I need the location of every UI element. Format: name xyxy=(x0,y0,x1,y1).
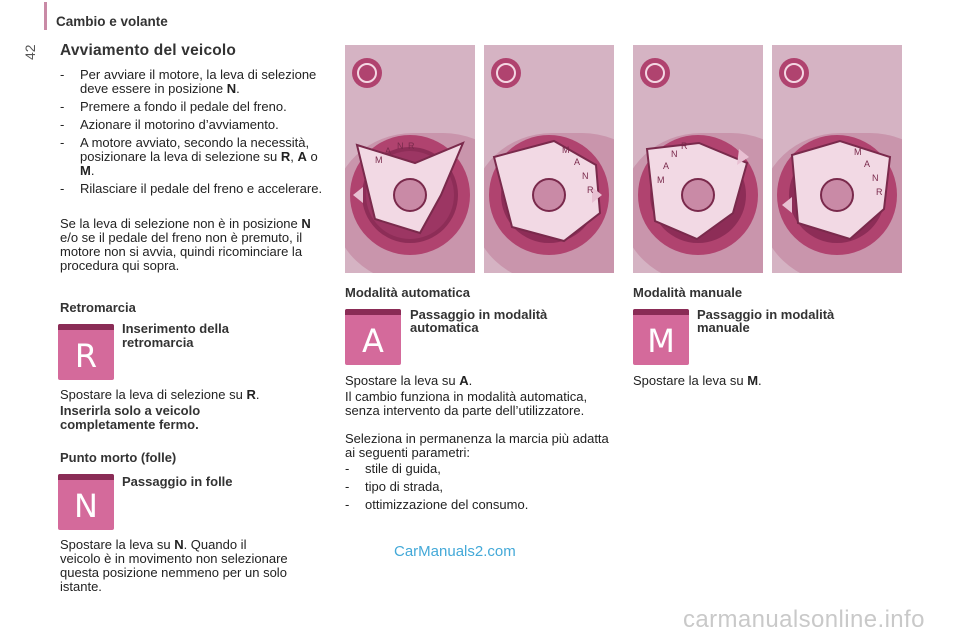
automatic-param xyxy=(345,462,615,476)
manual-icon-letter: M xyxy=(647,322,675,360)
dial-label-n: N xyxy=(397,141,404,151)
start-step: - Azionare il motorino d’avviamento. xyxy=(60,117,279,132)
automatic-text-1: Spostare la leva su A. xyxy=(345,373,473,388)
reverse-caption: Inserimento della retromarcia xyxy=(122,321,229,350)
neutral-heading: Punto morto (folle) xyxy=(60,450,177,465)
start-step: - Rilasciare il pedale del freno e accelerare. xyxy=(60,181,323,196)
reverse-icon xyxy=(58,324,114,380)
automatic-text-2: Il cambio funziona in modalità automatica, senza intervento da parte dell’utilizzatore. xyxy=(345,389,588,418)
dial-label-r: R xyxy=(681,141,688,151)
emphasis: N xyxy=(301,216,311,231)
header-accent-bar xyxy=(44,2,47,30)
start-title: Avviamento del veicolo xyxy=(60,42,237,59)
dial-label-n: N xyxy=(582,171,589,181)
dial-label-m: M xyxy=(854,147,862,157)
emphasis: R xyxy=(246,387,256,402)
list-dash: - xyxy=(60,135,65,150)
emphasis: A xyxy=(459,373,469,388)
automatic-heading: Modalità automatica xyxy=(345,285,470,300)
dial-label-r: R xyxy=(876,187,883,197)
emphasis: M xyxy=(80,163,91,178)
neutral-icon-letter: N xyxy=(74,487,98,525)
neutral-icon xyxy=(58,474,114,530)
automatic-param xyxy=(345,480,615,494)
section-title: Cambio e volante xyxy=(56,14,168,29)
automatic-text-3: Seleziona in permanenza la marcia più adatta ai seguenti parametri: xyxy=(345,431,609,460)
start-step: - Per avviare il motore, la leva di selezione deve essere in posizione N. xyxy=(60,67,317,96)
start-steps-list xyxy=(60,68,328,200)
emphasis: R xyxy=(280,149,291,164)
manual-caption: Passaggio in modalità manuale xyxy=(697,307,835,335)
manual-text: Spostare la leva su M. xyxy=(633,373,762,388)
gear-selector-photo-4 xyxy=(772,45,902,273)
reverse-heading: Retromarcia xyxy=(60,300,136,315)
list-dash: - xyxy=(60,117,65,132)
reverse-text: Spostare la leva di selezione su R. xyxy=(60,387,260,402)
emphasis: A xyxy=(297,149,307,164)
start-step: - A motore avviato, secondo la necessità, posizionare la leva di selezione su R, A o M. xyxy=(60,135,318,178)
dial-label-a: A xyxy=(663,161,670,171)
param-text: ottimizzazione del consumo. xyxy=(365,497,529,512)
emphasis: N xyxy=(174,537,184,552)
list-dash: - xyxy=(60,181,65,196)
start-note: Se la leva di selezione non è in posizione N e/o se il pedale del freno non è premuto, il motore non si avvia, quindi ricominciare la procedura qui sopra. xyxy=(60,216,311,273)
dial-label-m: M xyxy=(657,175,665,185)
list-dash: - xyxy=(345,479,350,494)
manual-heading: Modalità manuale xyxy=(633,285,743,300)
list-dash: - xyxy=(60,67,65,82)
param-text: stile di guida, xyxy=(365,461,441,476)
list-dash: - xyxy=(345,461,350,476)
dial-label-n: N xyxy=(671,149,678,159)
dial-label-a: A xyxy=(574,157,581,167)
gear-selector-photo-1 xyxy=(345,45,475,273)
neutral-caption: Passaggio in folle xyxy=(122,474,233,489)
watermark-carmanualsonline[interactable]: carmanualsonline.info xyxy=(683,606,925,633)
start-step: - Premere a fondo il pedale del freno. xyxy=(60,99,287,114)
manual-icon xyxy=(633,309,689,365)
dial-label-m: M xyxy=(375,155,383,165)
automatic-icon-letter: A xyxy=(362,322,384,360)
neutral-text: Spostare la leva su N. Quando il veicolo è in movimento non selezionare questa posizione nemmeno per un solo istante. xyxy=(60,537,288,594)
automatic-icon xyxy=(345,309,401,365)
automatic-params-list xyxy=(345,462,615,516)
dial-label-n: N xyxy=(872,173,879,183)
dial-label-a: A xyxy=(864,159,871,169)
reverse-warning: Inserirla solo a veicolo completamente fermo. xyxy=(60,403,201,432)
param-text: tipo di strada, xyxy=(365,479,444,494)
gear-selector-photo-3 xyxy=(633,45,763,273)
dial-label-r: R xyxy=(587,185,594,195)
gear-selector-photo-2 xyxy=(484,45,614,273)
automatic-param xyxy=(345,498,615,512)
page-number: 42 xyxy=(22,44,38,60)
automatic-caption: Passaggio in modalità automatica xyxy=(410,307,548,335)
list-dash: - xyxy=(345,497,350,512)
watermark-carmanuals2[interactable]: CarManuals2.com xyxy=(394,543,516,560)
dial-label-a: A xyxy=(385,146,392,156)
reverse-icon-letter: R xyxy=(74,337,98,375)
list-dash: - xyxy=(60,99,65,114)
emphasis: N xyxy=(226,81,237,96)
dial-label-r: R xyxy=(408,141,415,151)
emphasis: M xyxy=(747,373,759,388)
dial-label-m: M xyxy=(562,145,570,155)
